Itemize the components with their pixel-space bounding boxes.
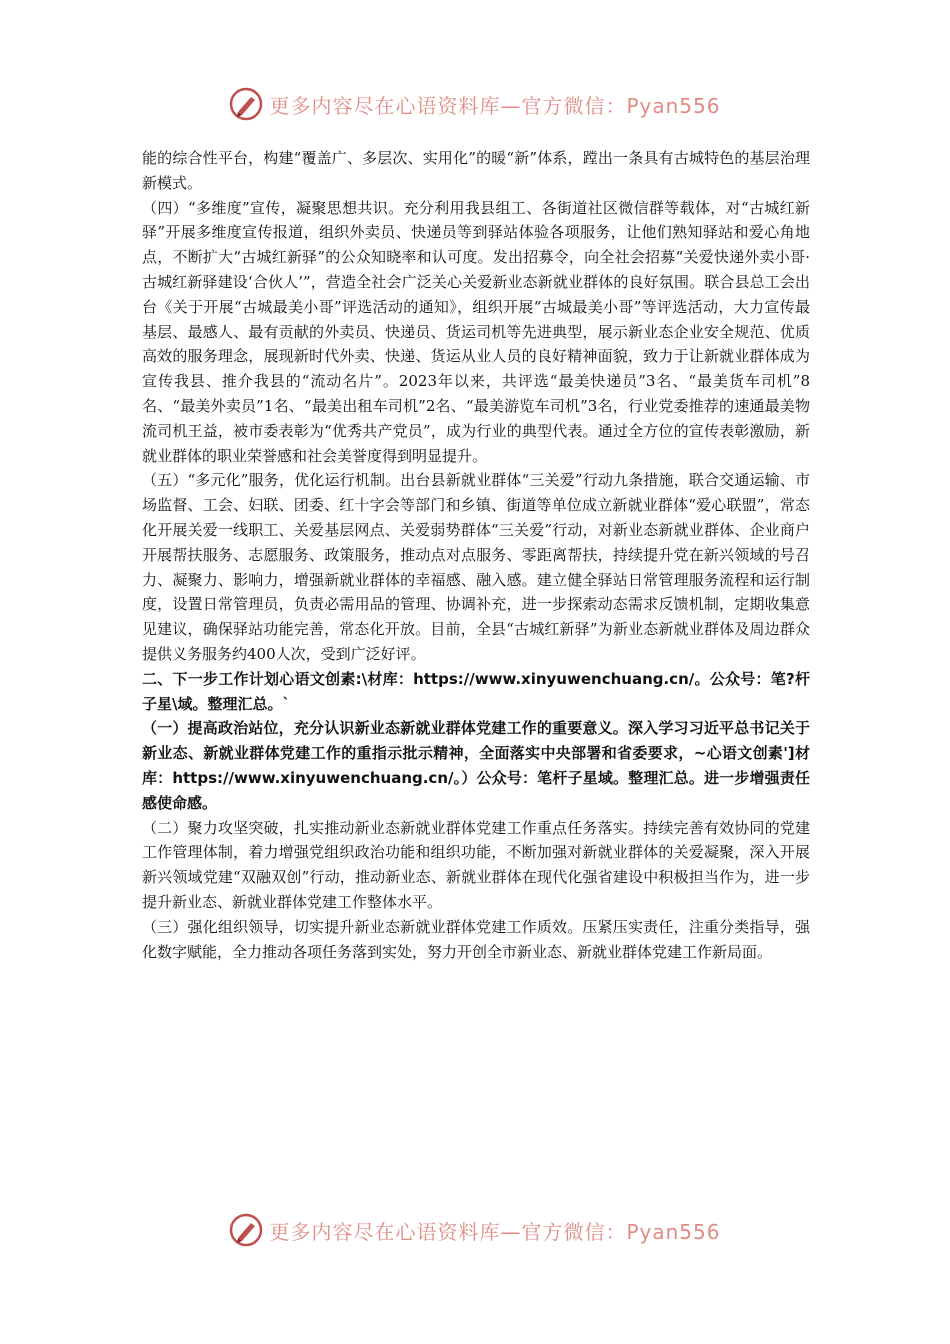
pen-logo-icon: [229, 87, 263, 121]
watermark-header: [0, 84, 950, 124]
watermark-text: 更多内容尽在心语资料库—官方微信：Pyan556: [269, 93, 721, 118]
document-body: [142, 146, 810, 964]
paragraph: （二）聚力攻坚突破，扎实推动新业态新就业群体党建工作重点任务落实。持续完善有效协同的党建工作管理体制，着力增强党组织政治功能和组织功能，不断加强对新就业群体的关爱凝聚，深入开展新兴领域党建“双融双创”行动，推动新业态、新就业群体在现代化强省建设中积极担当作为，进一步提升新业态、新就业群体党建工作整体水平。: [142, 818, 810, 911]
paragraph: （三）强化组织领导，切实提升新业态新就业群体党建工作质效。压紧压实责任，注重分类指导，强化数字赋能，全力推动各项任务落到实处，努力开创全市新业态、新就业群体党建工作新局面。: [142, 917, 810, 961]
paragraph: 能的综合性平台，构建“覆盖广、多层次、实用化”的暖“新”体系，蹚出一条具有古城特色的基层治理新模式。: [142, 149, 810, 192]
watermark-text: 更多内容尽在心语资料库—官方微信：Pyan556: [269, 1219, 721, 1244]
section-heading: 二、下一步工作计划心语文创素:\材库：https://www.xinyuwenchuang.cn/。公众号：笔?杆子星\域。整理汇总。`: [142, 669, 810, 713]
watermark-footer: [0, 1210, 950, 1250]
paragraph-bold: （一）提高政治站位，充分认识新业态新就业群体党建工作的重要意义。深入学习习近平总书记关于新业态、新就业群体党建工作的重指示批示精神，全面落实中央部署和省委要求，~心语文创素']材库：https://www.xinyuwenchuang.cn/。）公众号：笔杆子星域。整理汇总。进一步增强责任感使命感。: [142, 719, 810, 812]
paragraph: （五）“多元化”服务，优化运行机制。出台县新就业群体“三关爱”行动九条措施，联合交通运输、市场监督、工会、妇联、团委、红十字会等部门和乡镇、街道等单位成立新就业群体“爱心联盟”，常态化开展关爱一线职工、关爱基层网点、关爱弱势群体“三关爱”行动，对新业态新就业群体、企业商户开展帮扶服务、志愿服务、政策服务，推动点对点服务、零距离帮扶，持续提升党在新兴领域的号召力、凝聚力、影响力，增强新就业群体的幸福感、融入感。建立健全驿站日常管理服务流程和运行制度，设置日常管理员，负责必需用品的管理、协调补充，进一步探索动态需求反馈机制，定期收集意见建议，确保驿站功能完善，常态化开放。目前，全县“古城红新驿”为新业态新就业群体及周边群众提供义务服务约400人次，受到广泛好评。: [142, 471, 810, 663]
pen-logo-icon: [229, 1213, 263, 1247]
paragraph: （四）“多维度”宣传，凝聚思想共识。充分利用我县组工、各街道社区微信群等载体，对“古城红新驿”开展多维度宣传报道，组织外卖员、快递员等到驿站体验各项服务，让他们熟知驿站和爱心角地点，不断扩大“古城红新驿”的公众知晓率和认可度。发出招募令，向全社会招募“关爱快递外卖小哥·古城红新驿建设‘合伙人’”，营造全社会广泛关心关爱新业态新就业群体的良好氛围。联合县总工会出台《关于开展“古城最美小哥”评选活动的通知》，组织开展“古城最美小哥”等评选活动，大力宣传最基层、最感人、最有贡献的外卖员、快递员、货运司机等先进典型，展示新业态企业安全规范、优质高效的服务理念，展现新时代外卖、快递、货运从业人员的良好精神面貌，致力于让新就业群体成为宣传我县、推介我县的“流动名片”。2023年以来，共评选“最美快递员”3名、“最美货车司机”8名、“最美外卖员”1名、“最美出租车司机”2名、“最美游览车司机”3名，行业党委推荐的速通最美物流司机王益，被市委表彰为“优秀共产党员”，成为行业的典型代表。通过全方位的宣传表彰激励，新就业群体的职业荣誉感和社会美誉度得到明显提升。: [142, 198, 810, 465]
